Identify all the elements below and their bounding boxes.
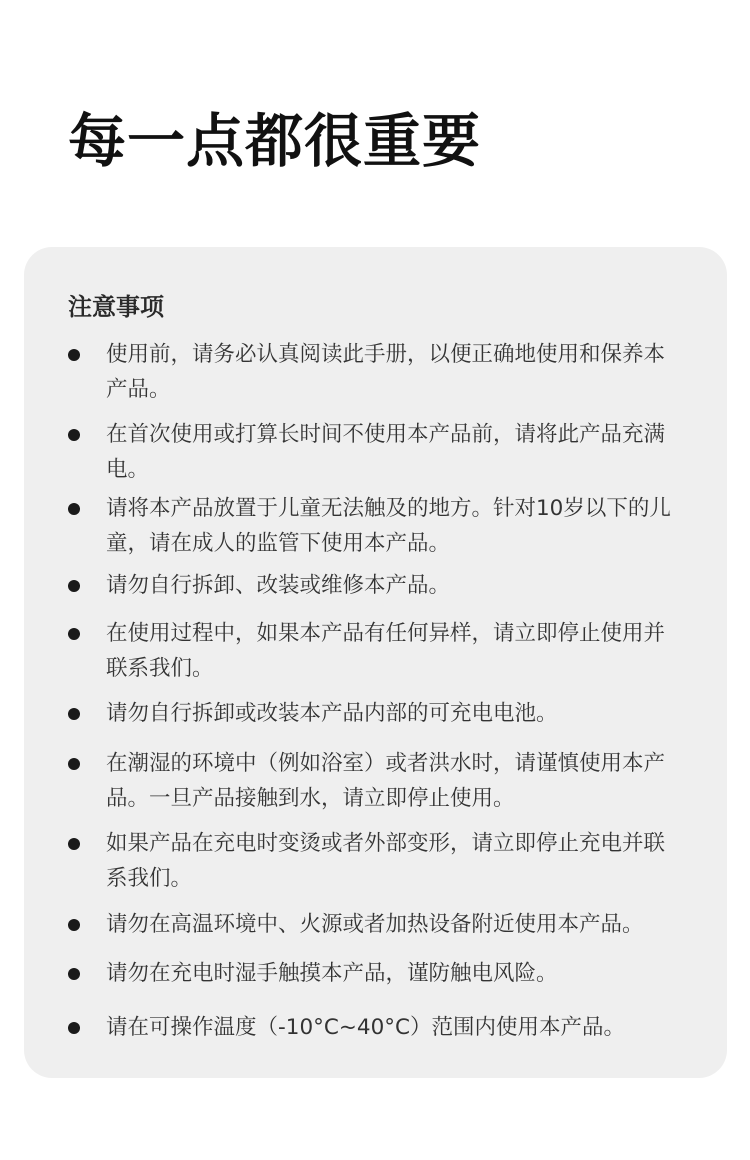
bullet-icon	[68, 968, 80, 980]
notice-card	[24, 247, 727, 1078]
bullet-icon	[68, 919, 80, 931]
notice-item-text: 请将本产品放置于儿童无法触及的地方。针对10岁以下的儿童，请在成人的监管下使用本产品。	[106, 496, 671, 556]
notice-item-text: 请勿在高温环境中、火源或者加热设备附近使用本产品。	[106, 912, 644, 937]
bullet-icon	[68, 1022, 80, 1034]
bullet-icon	[68, 503, 80, 515]
notice-item-text: 在使用过程中，如果本产品有任何异样，请立即停止使用并联系我们。	[106, 621, 666, 681]
bullet-icon	[68, 838, 80, 850]
bullet-icon	[68, 580, 80, 592]
notice-heading: 注意事项	[68, 293, 164, 321]
page-title: 每一点都很重要	[68, 107, 482, 175]
bullet-icon	[68, 628, 80, 640]
bullet-icon	[68, 758, 80, 770]
notice-item-text: 在潮湿的环境中（例如浴室）或者洪水时，请谨慎使用本产品。一旦产品接触到水，请立即停止使用。	[106, 751, 666, 811]
notice-item-text: 使用前，请务必认真阅读此手册，以便正确地使用和保养本产品。	[106, 342, 666, 402]
notice-item-text: 请勿自行拆卸、改装或维修本产品。	[106, 573, 451, 598]
notice-item-text: 请勿在充电时湿手触摸本产品，谨防触电风险。	[106, 961, 558, 986]
notice-item-text: 如果产品在充电时变烫或者外部变形，请立即停止充电并联系我们。	[106, 831, 666, 891]
notice-item-text: 在首次使用或打算长时间不使用本产品前，请将此产品充满电。	[106, 422, 666, 482]
notice-item-text: 请勿自行拆卸或改装本产品内部的可充电电池。	[106, 701, 558, 726]
bullet-icon	[68, 429, 80, 441]
bullet-icon	[68, 349, 80, 361]
notice-item-text: 请在可操作温度（-10°C~40°C）范围内使用本产品。	[106, 1015, 626, 1040]
bullet-icon	[68, 708, 80, 720]
